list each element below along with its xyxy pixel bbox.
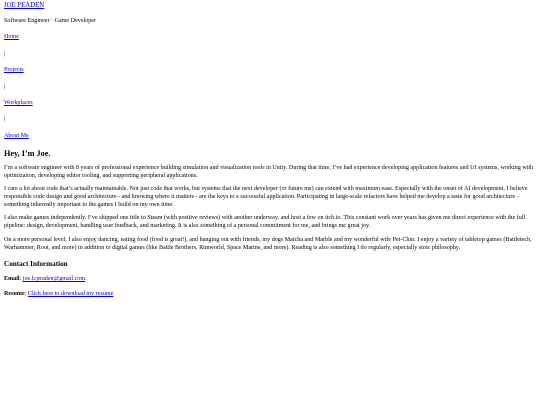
nav-home-link[interactable]: Home (4, 34, 19, 41)
nav-workplaces-link[interactable]: Workplaces (4, 99, 33, 106)
nav-separator: | (4, 50, 6, 57)
main-nav (4, 34, 536, 140)
email-line (4, 276, 536, 284)
nav-projects-link[interactable]: Projects (4, 67, 24, 74)
main-content (4, 149, 536, 299)
colon: : (24, 290, 28, 297)
colon: : (19, 276, 23, 283)
site-title-link[interactable]: JOE PEADEN (4, 2, 45, 9)
tagline: Software Engineer · Game Developer (4, 17, 97, 24)
intro-paragraph: I’m a software engineer with 8 years of professional experience building simulation and visualization tools in Unity. During that time, I’ve had experience developing application features and UI systems, working with optimization, developing editor tooling, and supporting peripheral applications. (4, 164, 534, 179)
nav-about-me-link[interactable]: About Me (4, 132, 29, 139)
resume-download-link[interactable]: Click here to download my resume (27, 290, 114, 297)
email-suffix: . (85, 276, 87, 283)
nav-separator: | (4, 116, 6, 123)
email-label: Email (4, 276, 20, 283)
indie-games-paragraph: I also make games independently. I’ve shipped one title to Steam (with positive reviews) with another underway, and host a few on itch.io. This constant work over years has given me direct experience with the full pipeline: design, development, handling user feedback, and marketing. It is also something of a personal commitment for me, and brings me great joy. (4, 215, 526, 230)
email-link[interactable]: joe.b.peaden@gmail.com (22, 276, 86, 283)
resume-line (4, 291, 536, 299)
intro-heading: Hey, I’m Joe. (4, 148, 51, 158)
code-philosophy-paragraph: I care a lot about code that’s actually maintainable. Not just code that works, but systems that the next developer (or future me) can extend with maximum ease. Especially with the onset of AI development, I believe responsible code design and good architecture - and knowing where it matters - are the keys to a successful application. Participating in large-scale refactors have helped me develop a taste for good architecture - something inherently important to the games I build on my own time. (4, 186, 528, 209)
personal-paragraph: On a more personal level, I also enjoy dancing, eating food (food is great!), and hanging out with friends, my dogs Matcha and Marble and my wonderful wife Pei-Chin. I enjoy a variety of tabletop games (Battletech, Warhammer, Root, and more) in addition to digital games (like Battle Brothers, Rimworld, Space Marine, and more). Reading is also something I do regularly, especially stoic philosophy. (4, 236, 532, 251)
contact-heading: Contact Information (4, 259, 68, 268)
resume-label: Resume (4, 290, 25, 297)
nav-separator: | (4, 83, 6, 90)
